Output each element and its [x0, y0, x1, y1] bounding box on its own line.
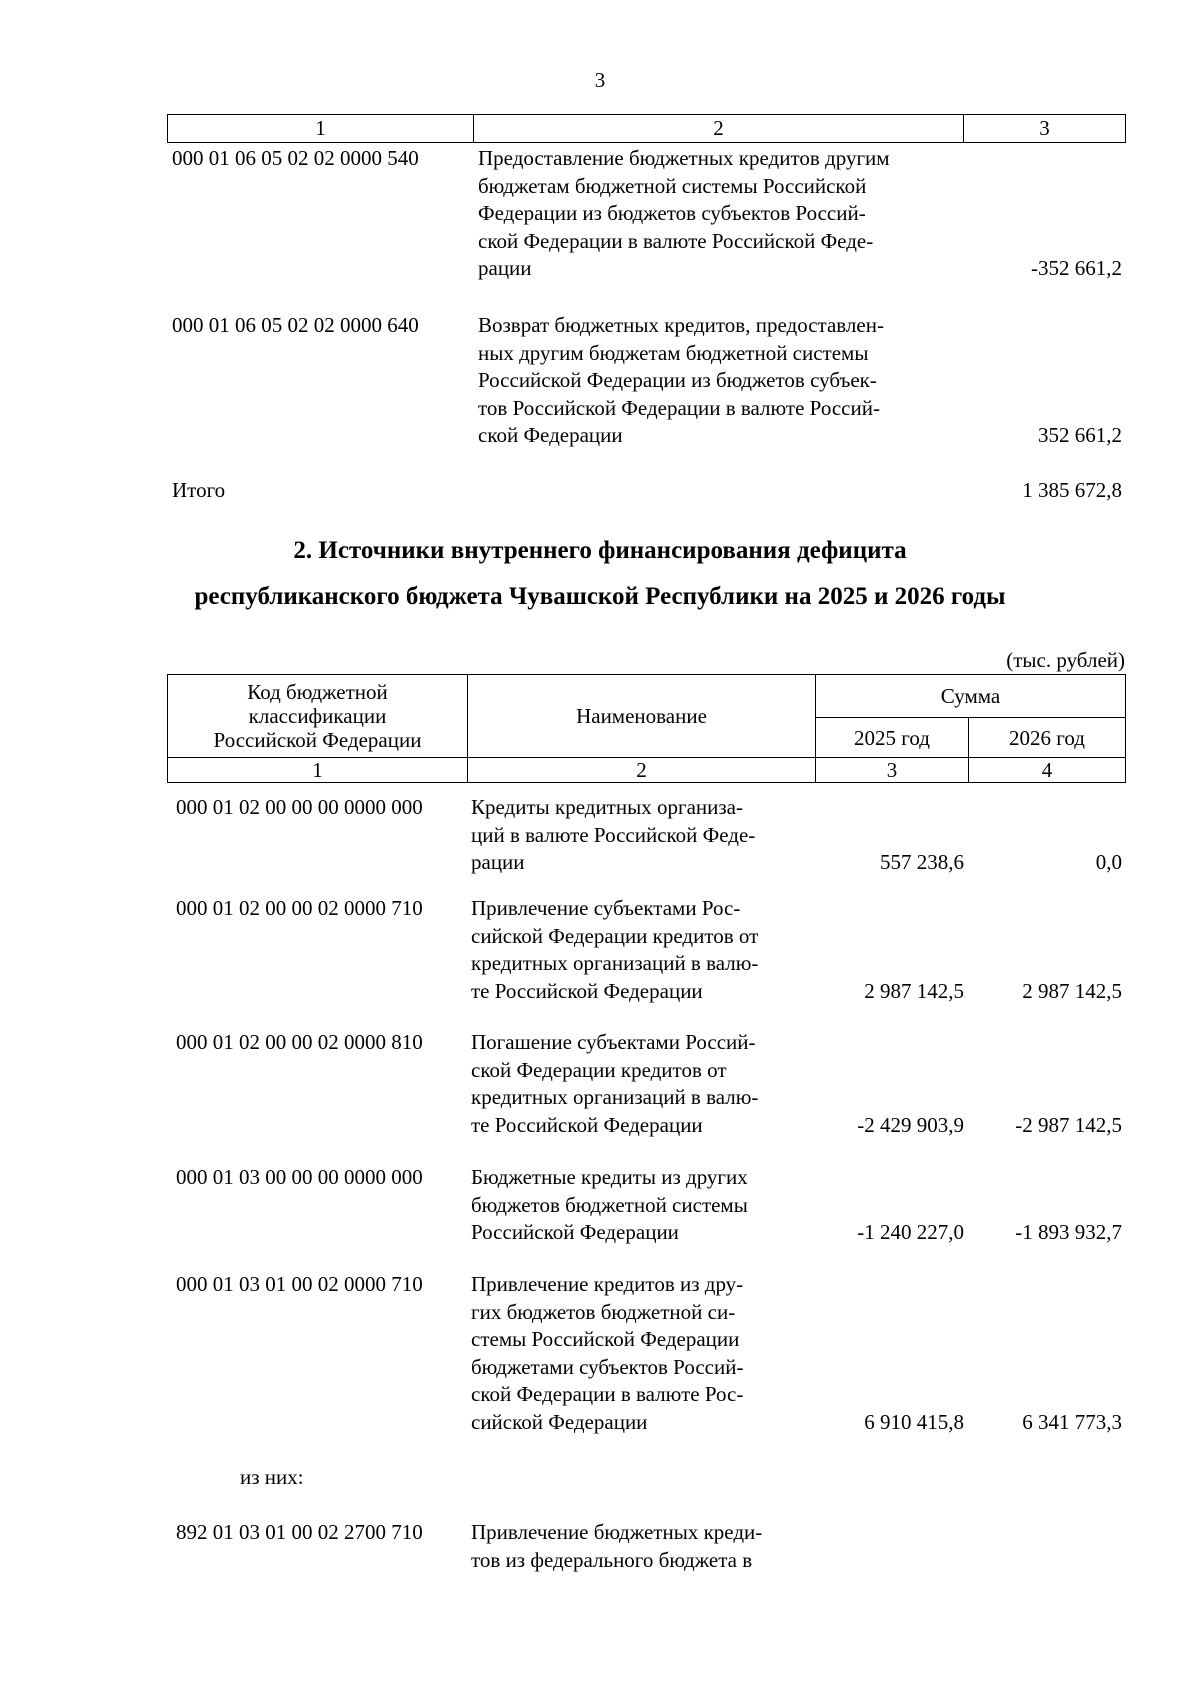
header-num-3: 3	[816, 758, 969, 783]
total-value: 1 385 672,8	[1022, 478, 1122, 502]
row-value-2025: 6 910 415,8	[864, 1410, 964, 1434]
row-name: Бюджетные кредиты из других бюджетов бюджетной системы Российской Федерации	[471, 1165, 748, 1244]
row-name: Кредиты кредитных организа- ций в валюте Российской Феде- рации	[471, 795, 756, 874]
total-label: Итого	[172, 478, 226, 502]
row-value-2026: 2 987 142,5	[1022, 979, 1122, 1003]
row-value-2026: 0,0	[1095, 850, 1122, 874]
header-year-2025: 2025 год	[816, 718, 969, 758]
row-code: 000 01 02 00 00 02 0000 810	[176, 1030, 423, 1054]
row-value-2025: 2 987 142,5	[864, 979, 964, 1003]
table1-header	[167, 114, 1126, 143]
row-code: 000 01 06 05 02 02 0000 540	[172, 146, 419, 170]
table1-col-3: 3	[964, 115, 1126, 143]
row-name: Привлечение бюджетных креди- тов из федерального бюджета в	[471, 1520, 763, 1572]
row-value-2026: -2 987 142,5	[1015, 1113, 1122, 1137]
header-num-1: 1	[168, 758, 468, 783]
header-num-4: 4	[969, 758, 1126, 783]
row-name: Возврат бюджетных кредитов, предоставлен- ных другим бюджетам бюджетной системы Российской Федерации из бюджетов субъек- тов Российской Федерации в валюте Россий- ской Федерации	[478, 313, 884, 447]
row-name: Привлечение кредитов из дру- гих бюджетов бюджетной си- стемы Российской Федерации бюджетами субъектов Россий- ской Федерации в валюте Рос- сийской Федерации	[471, 1272, 744, 1434]
header-name: Наименование	[468, 675, 816, 758]
row-value-2025: -2 429 903,9	[857, 1113, 964, 1137]
header-num-2: 2	[468, 758, 816, 783]
row-name: Привлечение субъектами Рос- сийской Федерации кредитов от кредитных организаций в валю- те Российской Федерации	[471, 896, 759, 1003]
row-code: 000 01 06 05 02 02 0000 640	[172, 313, 419, 337]
row-name: Предоставление бюджетных кредитов другим бюджетам бюджетной системы Российской Федерации из бюджетов субъектов Россий- ской Федерации в валюте Российской Феде- рации	[478, 146, 890, 280]
table1-col-2: 2	[474, 115, 964, 143]
row-value-2026: 6 341 773,3	[1022, 1410, 1122, 1434]
row-value: -352 661,2	[1031, 256, 1122, 280]
row-code: 000 01 02 00 00 02 0000 710	[176, 896, 423, 920]
header-year-2026: 2026 год	[969, 718, 1126, 758]
units-label: (тыс. рублей)	[1006, 648, 1125, 672]
page-number: 3	[594, 68, 606, 92]
row-value-2026: -1 893 932,7	[1015, 1220, 1122, 1244]
row-code: 892 01 03 01 00 02 2700 710	[176, 1520, 423, 1544]
row-code: 000 01 02 00 00 00 0000 000	[176, 795, 423, 819]
row-code: 000 01 03 00 00 00 0000 000	[176, 1165, 423, 1189]
table1-col-1: 1	[168, 115, 474, 143]
row-name: Погашение субъектами Россий- ской Федерации кредитов от кредитных организаций в валю- те Российской Федерации	[471, 1030, 759, 1137]
row-value-2025: -1 240 227,0	[857, 1220, 964, 1244]
row-value-2025: 557 238,6	[880, 850, 964, 874]
row-value: 352 661,2	[1038, 423, 1122, 447]
of-them-label: из них:	[240, 1465, 304, 1489]
header-code: Код бюджетной классификации Российской Федерации	[168, 675, 468, 758]
section-title-line2: республиканского бюджета Чувашской Республики на 2025 и 2026 годы	[194, 583, 1006, 610]
header-sum: Сумма	[816, 675, 1126, 718]
section-title-line1: 2. Источники внутреннего финансирования дефицита	[293, 537, 907, 564]
row-code: 000 01 03 01 00 02 0000 710	[176, 1272, 423, 1296]
table2-header	[167, 674, 1126, 783]
